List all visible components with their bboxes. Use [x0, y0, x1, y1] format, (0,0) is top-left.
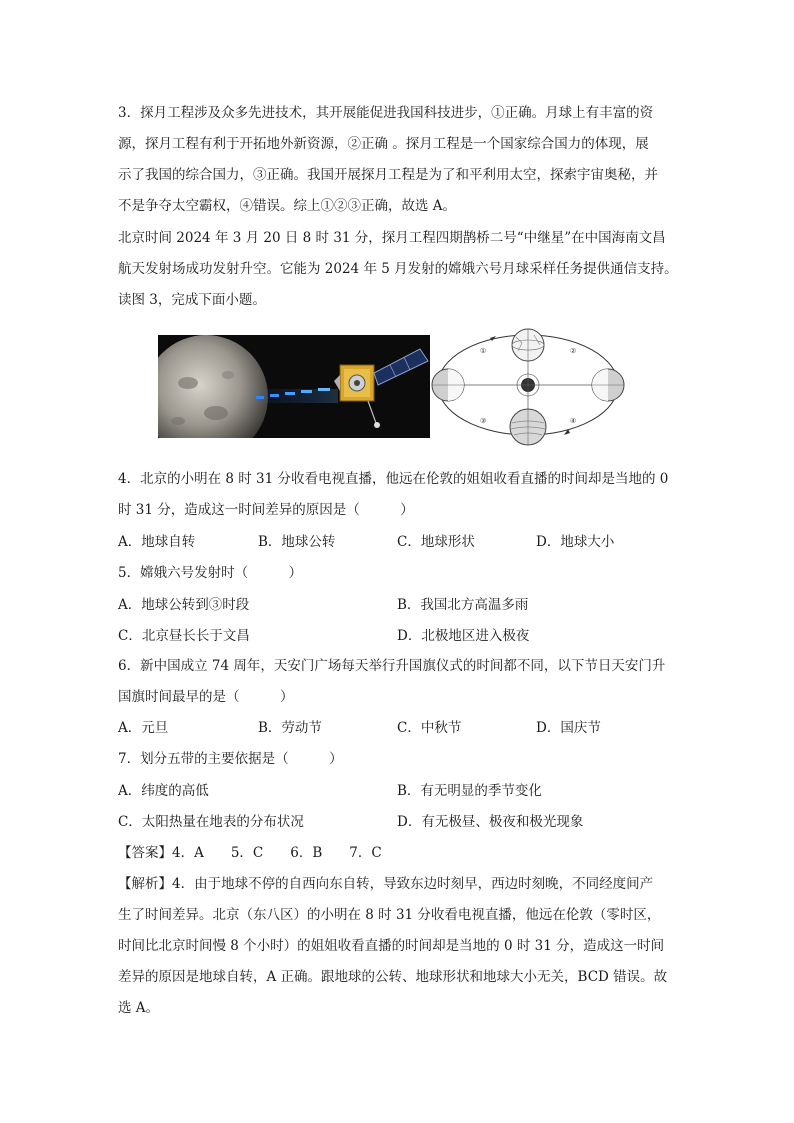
- analysis-q4-line: 【解析】4．由于地球不停的自西向东自转，导致东边时刻早，西边时刻晚，不同经度间产: [118, 876, 654, 892]
- answer-line: 【答案】4．A 5．C 6．B 7．C: [118, 845, 382, 861]
- analysis-q4-line: 时间比北京时间慢 8 个小时）的姐姐收看直播的时间却是当地的 0 时 31 分，造成这一时间: [118, 938, 665, 954]
- q6-option-d: D．国庆节: [536, 720, 601, 736]
- q4-option-d: D．地球大小: [536, 534, 615, 550]
- marker-4: ④: [570, 417, 577, 425]
- marker-1: ①: [480, 347, 487, 355]
- analysis-q3-line: 3．探月工程涉及众多先进技术，其开展能促进我国科技进步，①正确。月球上有丰富的资: [118, 105, 654, 121]
- q4-option-c: C．地球形状: [397, 534, 475, 550]
- q4-stem-line: 时 31 分，造成这一时间差异的原因是（ ）: [118, 502, 414, 518]
- moon-relay-satellite-photo: [158, 335, 430, 438]
- q6-option-c: C．中秋节: [397, 720, 462, 736]
- earth-revolution-diagram: [430, 323, 630, 453]
- q4-stem-line: 4．北京的小明在 8 时 31 分收看电视直播，他远在伦敦的姐姐收看直播的时间却是当地的 0: [118, 471, 669, 487]
- q6-option-a: A．元旦: [118, 720, 169, 736]
- analysis-q3-line: 示了我国的综合国力，③正确。我国开展探月工程是为了和平利用太空，探索宇宙奥秘，并: [118, 167, 658, 183]
- earth-top: [512, 329, 544, 361]
- q7-option-a: A．纬度的高低: [118, 783, 209, 799]
- q5-option-d: D．北极地区进入极夜: [397, 628, 530, 644]
- analysis-q4-line: 选 A。: [118, 1000, 160, 1016]
- analysis-q4-line: 差异的原因是地球自转，A 正确。跟地球的公转、地球形状和地球大小无关，BCD 错误。故: [118, 969, 668, 985]
- marker-2: ②: [570, 347, 577, 355]
- q7-stem: 7．划分五带的主要依据是（ ）: [118, 751, 343, 767]
- intro-line: 航天发射场成功发射升空。它能为 2024 年 5 月发射的嫦娥六号月球采样任务提供通信支持。: [118, 261, 678, 277]
- analysis-q3-line: 源，探月工程有利于开拓地外新资源，②正确 。探月工程是一个国家综合国力的体现，展: [118, 136, 649, 152]
- earth-left: [432, 369, 464, 401]
- marker-3: ③: [480, 417, 487, 425]
- intro-line: 读图 3，完成下面小题。: [118, 292, 266, 308]
- q4-option-a: A．地球自转: [118, 534, 196, 550]
- q6-option-b: B．劳动节: [258, 720, 322, 736]
- q5-option-a: A．地球公转到③时段: [118, 597, 250, 613]
- analysis-q4-line: 生了时间差异。北京（东八区）的小明在 8 时 31 分收看电视直播，他远在伦敦（零时区，: [118, 907, 661, 923]
- q7-option-b: B．有无明显的季节变化: [397, 783, 542, 799]
- earth-right: [592, 369, 624, 401]
- q4-option-b: B．地球公转: [258, 534, 336, 550]
- q5-stem: 5．嫦娥六号发射时（ ）: [118, 565, 303, 581]
- q7-option-c: C．太阳热量在地表的分布状况: [118, 814, 304, 830]
- intro-line: 北京时间 2024 年 3 月 20 日 8 时 31 分，探月工程四期鹊桥二号“中继星”在中国海南文昌: [118, 230, 666, 246]
- signal-beam: [253, 388, 338, 403]
- q5-option-c: C．北京昼长长于文昌: [118, 628, 250, 644]
- q6-stem-line: 国旗时间最早的是（ ）: [118, 689, 294, 705]
- q6-stem-line: 6．新中国成立 74 周年，天安门广场每天举行升国旗仪式的时间都不同，以下节日天安门升: [118, 658, 666, 674]
- analysis-q3-line: 不是争夺太空霸权，④错误。综上①②③正确，故选 A。: [118, 198, 457, 214]
- earth-bottom: [510, 409, 546, 445]
- q5-option-b: B．我国北方高温多雨: [397, 597, 529, 613]
- q7-option-d: D．有无极昼、极夜和极光现象: [397, 814, 584, 830]
- figure-3: [158, 335, 630, 439]
